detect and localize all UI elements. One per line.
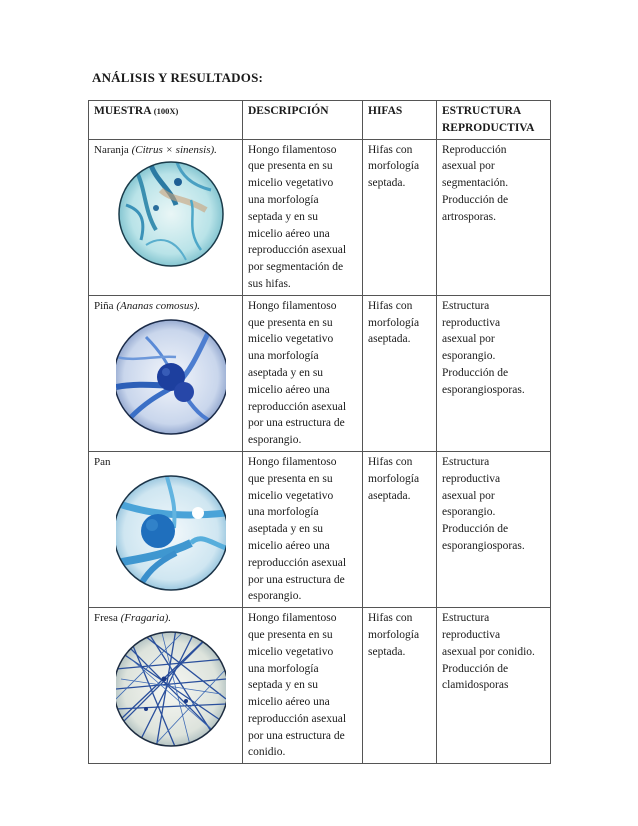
table-row (89, 295, 551, 451)
table-header-row (89, 101, 551, 140)
cell-descripcion: Hongo filamentoso que presenta en su micelio vegetativo una morfología septada y en su micelio aéreo una reproducción asexual por segmentación de sus hifas. (243, 139, 363, 295)
header-descripcion: DESCRIPCIÓN (243, 101, 363, 140)
header-muestra-note: (100X) (153, 106, 179, 116)
table-row (89, 139, 551, 295)
results-table (88, 100, 551, 764)
naranja-micrograph (116, 160, 238, 268)
page-heading: ANÁLISIS Y RESULTADOS: (92, 70, 264, 85)
header-muestra-label: MUESTRA (94, 105, 151, 117)
sample-name: Fresa (Fragaria). (94, 612, 171, 625)
cell-hifas: Hifas con morfología aseptada. (363, 295, 437, 451)
cell-muestra (89, 295, 243, 451)
table-row (89, 451, 551, 607)
sample-name: Piña (Ananas comosus). (94, 299, 201, 312)
cell-hifas: Hifas con morfología aseptada. (363, 451, 437, 607)
cell-hifas: Hifas con morfología septada. (363, 139, 437, 295)
cell-muestra (89, 451, 243, 607)
header-hifas: HIFAS (363, 101, 437, 140)
sample-name: Pan (94, 455, 111, 468)
cell-estructura: Estructura reproductiva asexual por conidio. Producción de clamidosporas (437, 608, 551, 764)
cell-muestra (89, 608, 243, 764)
cell-estructura: Estructura reproductiva asexual por esporangio. Producción de esporangiosporas. (437, 295, 551, 451)
header-estructura-line1: ESTRUCTURA (442, 105, 522, 117)
pan-micrograph (116, 473, 238, 593)
cell-estructura: Estructura reproductiva asexual por esporangio. Producción de esporangiosporas. (437, 451, 551, 607)
pina-micrograph (116, 317, 238, 437)
cell-descripcion: Hongo filamentoso que presenta en su micelio vegetativo una morfología septada y en su micelio aéreo una reproducción asexual por una estructura de conidio. (243, 608, 363, 764)
table-row (89, 608, 551, 764)
cell-descripcion: Hongo filamentoso que presenta en su micelio vegetativo una morfología aseptada y en su micelio aéreo una reproducción asexual por una estructura de esporangio. (243, 295, 363, 451)
cell-estructura: Reproducción asexual por segmentación. Producción de artrosporas. (437, 139, 551, 295)
header-estructura-line2: REPRODUCTIVA (442, 121, 535, 134)
header-muestra (89, 101, 243, 140)
cell-hifas: Hifas con morfología septada. (363, 608, 437, 764)
header-estructura (437, 101, 551, 140)
fresa-micrograph (116, 629, 238, 749)
cell-muestra (89, 139, 243, 295)
sample-name: Naranja (Citrus × sinensis). (94, 143, 217, 156)
cell-descripcion: Hongo filamentoso que presenta en su micelio vegetativo una morfología aseptada y en su micelio aéreo una reproducción asexual por una estructura de esporangio. (243, 451, 363, 607)
